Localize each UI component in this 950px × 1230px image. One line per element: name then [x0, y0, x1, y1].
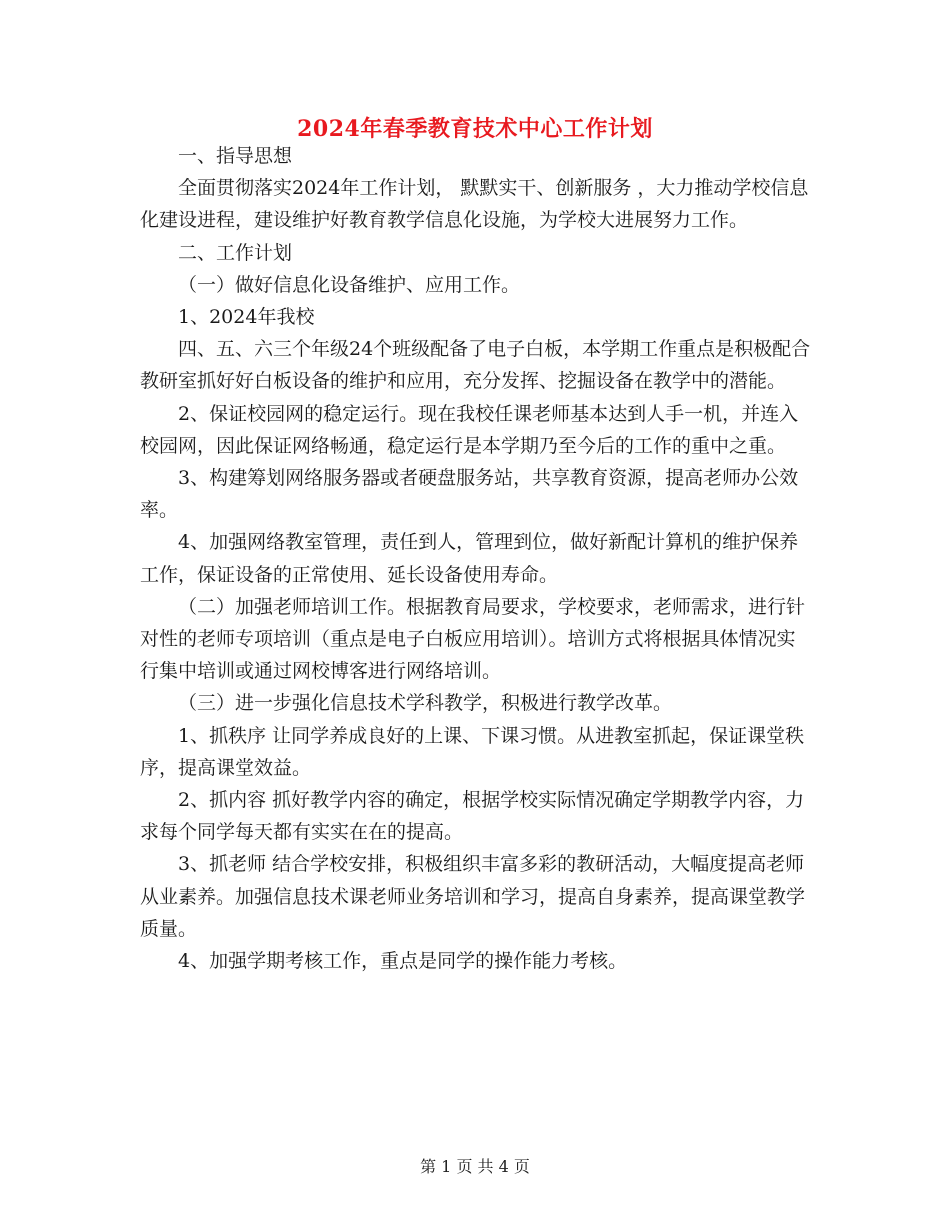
paragraph: 4、加强网络教室管理，责任到人，管理到位，做好新配计算机的维护保养工作，保证设备的正常使用、延长设备使用寿命。	[140, 531, 799, 586]
subsection-heading: （三）进一步强化信息技术学科教学，积极进行教学改革。	[178, 692, 673, 715]
paragraph: 3、抓老师 结合学校安排，积极组织丰富多彩的教研活动，大幅度提高老师从业素养。加强信息技术课老师业务培训和学习，提高自身素养，提高课堂教学质量。	[140, 853, 806, 940]
paragraph: 1、抓秩序 让同学养成良好的上课、下课习惯。从进教室抓起，保证课堂秩序，提高课堂效益。	[140, 724, 805, 779]
page-footer: 第 1 页 共 4 页	[420, 1157, 530, 1176]
paragraph: 4、加强学期考核工作，重点是同学的操作能力考核。	[178, 950, 628, 973]
paragraph: 2、抓内容 抓好教学内容的确定，根据学校实际情况确定学期教学内容，力求每个同学每天都有实实在在的提高。	[140, 789, 805, 844]
paragraph: 四、五、六三个年级24个班级配备了电子白板，本学期工作重点是积极配合教研室抓好好白板设备的维护和应用，充分发挥、挖掘设备在教学中的潜能。	[140, 338, 811, 393]
section-heading: 二、工作计划	[178, 241, 293, 264]
section-heading: 一、指导思想	[178, 145, 293, 167]
subsection-heading: （一）做好信息化设备维护、应用工作。	[178, 273, 521, 296]
paragraph: 全面贯彻落实2024年工作计划， 默默实干、创新服务 ，大力推动学校信息化建设进程，建设维护好教育教学信息化设施，为学校大进展努力工作。	[140, 177, 809, 232]
paragraph: 3、构建筹划网络服务器或者硬盘服务站，共享教育资源，提高老师办公效率。	[140, 467, 799, 522]
paragraph: 1、2024年我校	[178, 306, 315, 329]
paragraph: （二）加强老师培训工作。根据教育局要求，学校要求，老师需求，进行针对性的老师专项培训（重点是电子白板应用培训）。培训方式将根据具体情况实行集中培训或通过网校博客进行网络培训。	[140, 595, 806, 683]
document-title: 2024年春季教育技术中心工作计划	[297, 116, 653, 142]
document-body	[140, 140, 812, 977]
paragraph: 2、保证校园网的稳定运行。现在我校任课老师基本达到人手一机，并连入校园网，因此保证网络畅通，稳定运行是本学期乃至今后的工作的重中之重。	[140, 402, 799, 457]
